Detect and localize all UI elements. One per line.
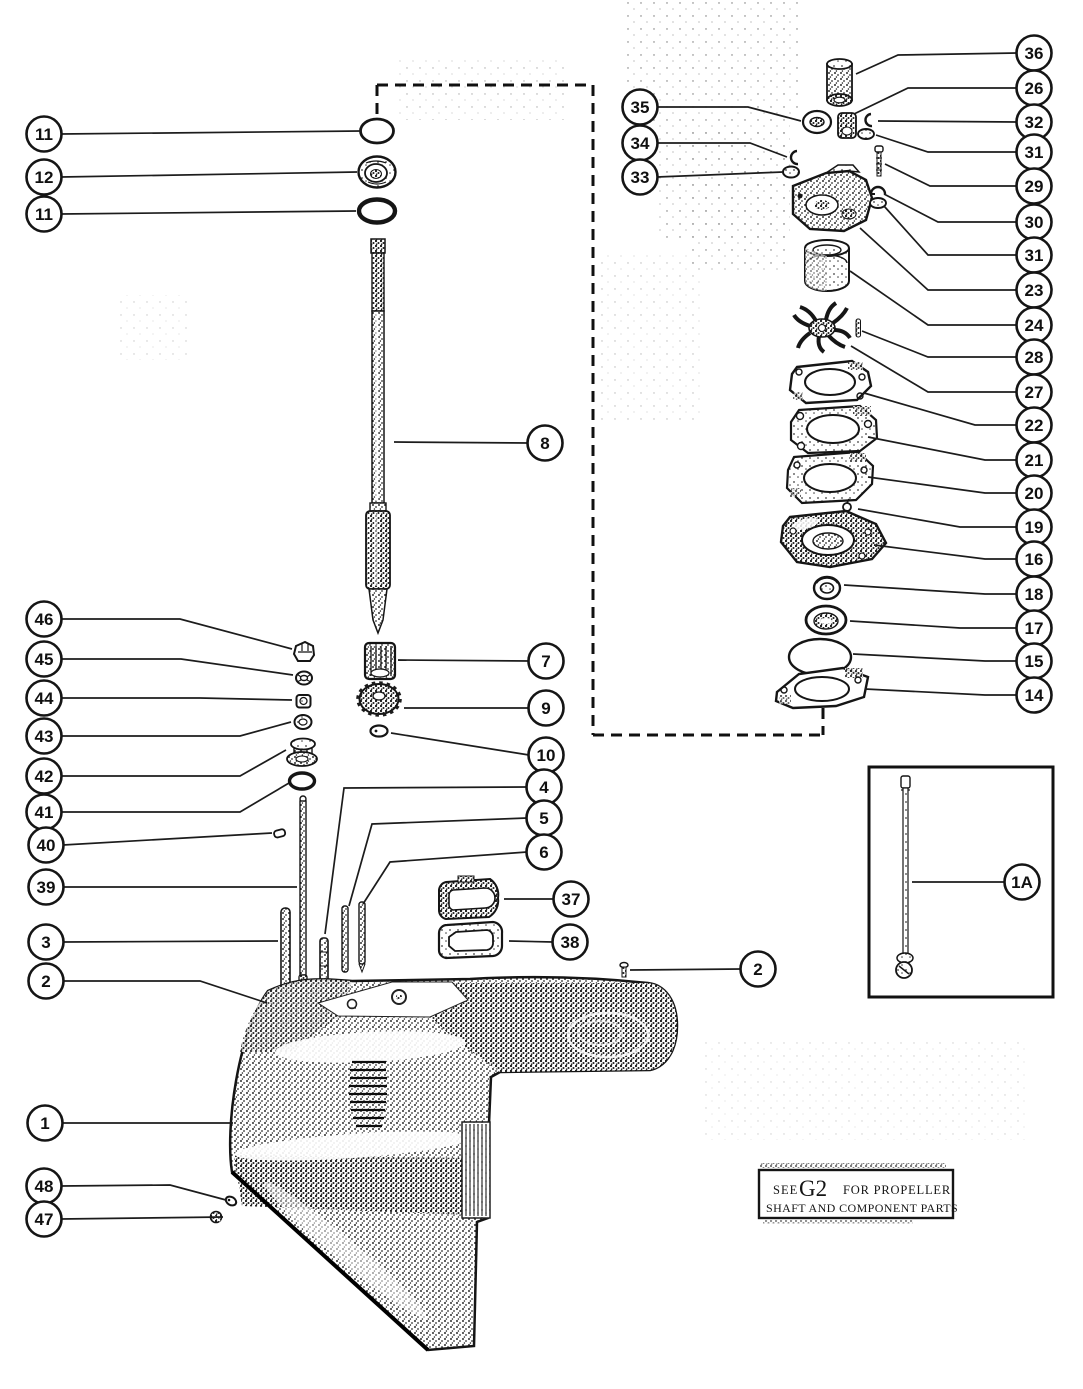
part-oring-41 [290, 773, 315, 789]
note-code: G2 [799, 1176, 828, 1201]
svg-text:SHAFT AND COMPONENT PARTS [766, 1201, 958, 1215]
leader-2-left [63, 981, 267, 1003]
part-face-plate-21 [791, 406, 877, 453]
part-impeller-key-28 [856, 319, 861, 337]
callout-number-38: 38 [560, 933, 580, 952]
callout-1A [1005, 865, 1040, 900]
leader-40 [63, 833, 272, 845]
note-line1-rest: FOR PROPELLER [843, 1183, 951, 1197]
callout-17 [1017, 611, 1052, 646]
callout-2-left [29, 964, 64, 999]
leader-15 [853, 654, 1017, 661]
callout-11-lower [27, 197, 62, 232]
callout-43 [27, 719, 62, 754]
callout-2-right [741, 952, 776, 987]
callout-19 [1017, 510, 1052, 545]
callout-40 [29, 828, 64, 863]
part-shift-shaft-39 [299, 796, 307, 992]
callout-number-45: 45 [34, 650, 54, 669]
part-pump-base-23 [793, 165, 872, 231]
leader-30 [884, 194, 1017, 222]
callout-11-upper [27, 117, 62, 152]
callout-number-22: 22 [1024, 416, 1044, 435]
part-screw-29 [875, 146, 883, 176]
leader-42 [61, 750, 286, 776]
callout-29 [1017, 169, 1052, 204]
reference-note-box [759, 1163, 958, 1224]
part-square-nut-44 [297, 695, 311, 708]
callout-number-23: 23 [1024, 281, 1044, 300]
callout-number-33: 33 [630, 168, 650, 187]
part-washer-11-upper [361, 119, 394, 143]
leader-2-right [630, 969, 741, 970]
part-screw-2-right [620, 963, 628, 978]
callout-7 [529, 644, 564, 679]
callout-number-2-left: 2 [41, 972, 51, 991]
callout-48 [27, 1169, 62, 1204]
callout-number-36: 36 [1024, 44, 1044, 63]
callout-number-30: 30 [1024, 213, 1044, 232]
callout-31-lower [1017, 238, 1052, 273]
part-clip-34 [791, 151, 798, 164]
callout-5 [527, 801, 562, 836]
part-gasket-20 [787, 452, 873, 503]
callout-number-44: 44 [34, 689, 54, 708]
callout-number-26: 26 [1024, 79, 1044, 98]
callout-number-15: 15 [1024, 652, 1044, 671]
leader-32 [878, 121, 1017, 122]
callout-38 [553, 925, 588, 960]
part-half-clip-30 [871, 187, 885, 194]
callout-47 [27, 1202, 62, 1237]
callout-number-48: 48 [34, 1177, 54, 1196]
leader-17 [850, 621, 1017, 628]
part-pump-body-16 [781, 511, 886, 567]
callout-28 [1017, 340, 1052, 375]
part-ring-33 [783, 167, 799, 178]
callout-number-3: 3 [41, 933, 51, 952]
callout-26 [1017, 71, 1052, 106]
bearing-carrier-bore [462, 1122, 490, 1218]
callout-21 [1017, 443, 1052, 478]
svg-text:G2 [799, 1176, 827, 1201]
callout-3 [29, 925, 64, 960]
callout-number-37: 37 [561, 890, 581, 909]
svg-text:FOR PROPELLER [843, 1183, 951, 1197]
callout-1 [28, 1106, 63, 1141]
callout-44 [27, 681, 62, 716]
callout-number-29: 29 [1024, 177, 1044, 196]
callout-number-34: 34 [630, 134, 650, 153]
leader-3 [63, 941, 278, 942]
callout-46 [27, 602, 62, 637]
callout-22 [1017, 408, 1052, 443]
callout-number-18: 18 [1024, 585, 1044, 604]
part-grommet-37 [439, 876, 498, 919]
callout-number-12: 12 [34, 168, 54, 187]
leader-31-lower [884, 206, 1017, 255]
leader-41 [61, 783, 289, 812]
callout-number-4: 4 [539, 778, 549, 797]
leader-23 [860, 228, 1017, 290]
leader-14 [865, 689, 1017, 695]
part-impeller-27 [794, 303, 850, 352]
leader-4 [325, 787, 527, 934]
callout-9 [529, 691, 564, 726]
callout-33 [623, 160, 658, 195]
part-seal-18 [814, 577, 840, 599]
callout-number-10: 10 [536, 746, 556, 765]
callout-number-17: 17 [1024, 619, 1044, 638]
leader-10 [391, 733, 529, 755]
callout-number-35: 35 [630, 98, 650, 117]
part-pin-6 [359, 902, 365, 972]
callout-27 [1017, 375, 1052, 410]
part-retainer-clip-10 [371, 726, 388, 737]
callout-number-32: 32 [1024, 113, 1044, 132]
leader-21 [868, 437, 1017, 460]
note-word-see: SEE [773, 1183, 799, 1197]
callout-41 [27, 795, 62, 830]
part-oring-11-lower [359, 200, 395, 223]
leader-45 [61, 659, 293, 675]
callout-15 [1017, 644, 1052, 679]
callout-12 [27, 160, 62, 195]
leader-24 [850, 271, 1017, 325]
callout-number-14: 14 [1024, 686, 1044, 705]
callout-23 [1017, 273, 1052, 308]
part-bearing-carrier-42 [287, 739, 317, 767]
part-clip-48 [224, 1195, 238, 1207]
leader-38 [509, 941, 553, 942]
part-seal-17 [806, 606, 846, 634]
part-gear-housing-1 [230, 977, 677, 1350]
callout-31-upper [1017, 135, 1052, 170]
leader-26 [854, 88, 1017, 114]
part-nut-43 [295, 715, 312, 729]
leader-8 [394, 442, 528, 443]
callout-number-2-right: 2 [753, 960, 763, 979]
callout-number-28: 28 [1024, 348, 1044, 367]
leader-28 [862, 331, 1017, 357]
callout-number-39: 39 [36, 878, 56, 897]
leader-27 [851, 346, 1017, 392]
callout-20 [1017, 476, 1052, 511]
leader-11-upper [61, 131, 361, 134]
callout-number-24: 24 [1024, 316, 1044, 335]
leader-12 [61, 172, 357, 177]
callout-number-9: 9 [541, 699, 551, 718]
callout-number-43: 43 [34, 727, 54, 746]
part-gasket-38 [439, 922, 502, 958]
part-pump-insert-24 [805, 240, 849, 291]
leader-18 [844, 585, 1017, 594]
callout-39 [29, 870, 64, 905]
leader-31-upper [876, 135, 1017, 152]
callout-30 [1017, 205, 1052, 240]
callout-number-16: 16 [1024, 550, 1044, 569]
callout-number-41: 41 [34, 803, 54, 822]
part-gasket-22 [790, 361, 871, 403]
callout-35 [623, 90, 658, 125]
leader-7 [398, 660, 529, 661]
callout-number-31-lower: 31 [1024, 246, 1044, 265]
part-ring-31-upper [858, 129, 874, 139]
callout-36 [1017, 36, 1052, 71]
callout-number-20: 20 [1024, 484, 1044, 503]
part-oil-seal-35 [803, 111, 831, 133]
leader-22 [864, 393, 1017, 425]
callout-number-46: 46 [34, 610, 54, 629]
part-bearing-7 [365, 643, 395, 679]
callout-45 [27, 642, 62, 677]
svg-text:SEE [773, 1183, 798, 1197]
part-pin-40 [273, 829, 285, 838]
leader-29 [885, 164, 1017, 186]
callout-number-5: 5 [539, 809, 549, 828]
callout-42 [27, 759, 62, 794]
callout-number-1A: 1A [1011, 873, 1033, 892]
callout-number-11-lower: 11 [35, 205, 53, 224]
callout-number-42: 42 [34, 767, 54, 786]
leader-44 [61, 698, 292, 700]
callout-number-1: 1 [40, 1114, 50, 1133]
callout-number-8: 8 [540, 434, 550, 453]
part-sleeve-36 [827, 59, 852, 106]
callout-14 [1017, 678, 1052, 713]
part-gasket-14 [776, 668, 868, 708]
leader-48 [61, 1185, 226, 1200]
callout-24 [1017, 308, 1052, 343]
leader-36 [856, 53, 1017, 74]
leader-11-lower [61, 211, 356, 214]
leader-16 [874, 545, 1017, 559]
callout-number-19: 19 [1024, 518, 1044, 537]
part-star-washer-45 [296, 672, 312, 685]
callout-number-40: 40 [36, 836, 56, 855]
callout-number-7: 7 [541, 652, 551, 671]
part-bearing-12 [359, 157, 396, 188]
callout-number-31-upper: 31 [1024, 143, 1044, 162]
callout-37 [554, 882, 589, 917]
callout-10 [529, 738, 564, 773]
callout-number-47: 47 [34, 1210, 54, 1229]
callout-number-6: 6 [539, 843, 549, 862]
part-bearing-26 [838, 113, 856, 138]
leader-47 [61, 1217, 223, 1219]
part-pinion-gear-9 [358, 683, 401, 716]
leader-43 [61, 722, 291, 736]
callout-8 [528, 426, 563, 461]
callout-number-11-upper: 11 [35, 125, 53, 144]
callout-16 [1017, 542, 1052, 577]
callout-6 [527, 835, 562, 870]
callout-34 [623, 126, 658, 161]
leader-20 [868, 477, 1017, 493]
note-line2: SHAFT AND COMPONENT PARTS [766, 1201, 959, 1215]
callout-number-27: 27 [1024, 383, 1044, 402]
part-clip-32 [865, 114, 872, 126]
part-tab-washer-46 [294, 642, 314, 661]
leader-19 [858, 509, 1017, 527]
part-pin-5 [342, 906, 348, 972]
callout-number-21: 21 [1024, 451, 1044, 470]
leader-46 [61, 619, 292, 649]
callout-18 [1017, 577, 1052, 612]
part-driveshaft-8 [366, 239, 390, 633]
